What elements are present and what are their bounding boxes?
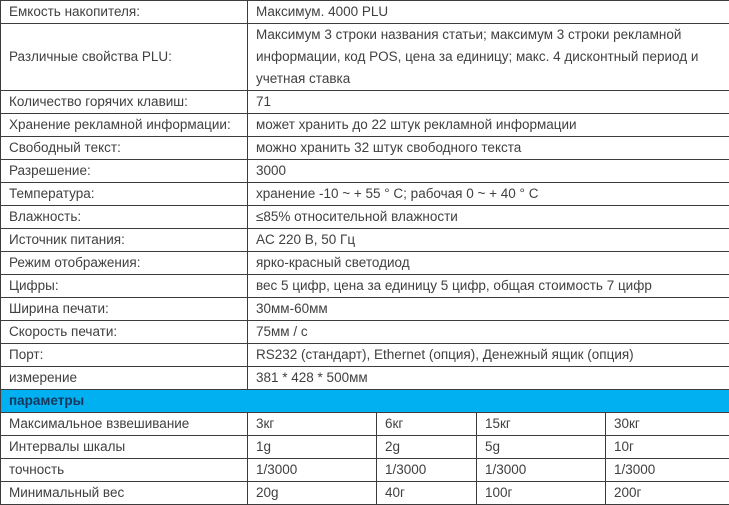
spec-label: Скорость печати:	[1, 321, 248, 344]
param-value: 200г	[606, 482, 729, 505]
param-value: 40г	[377, 482, 477, 505]
spec-value: можно хранить 32 штук свободного текста	[248, 137, 729, 160]
spec-label: Источник питания:	[1, 229, 248, 252]
spec-value: AC 220 В, 50 Гц	[248, 229, 729, 252]
spec-label: Влажность:	[1, 206, 248, 229]
param-value: 1g	[248, 436, 377, 459]
table-row	[1, 367, 729, 390]
spec-value: 71	[248, 91, 729, 114]
spec-label: Ширина печати:	[1, 298, 248, 321]
table-row	[1, 160, 729, 183]
param-value: 1/3000	[477, 459, 606, 482]
table-row	[1, 206, 729, 229]
spec-value: ярко-красный светодиод	[248, 252, 729, 275]
table-row	[1, 459, 729, 482]
param-value: 5g	[477, 436, 606, 459]
table-row	[1, 482, 729, 505]
table-row	[1, 137, 729, 160]
table-row	[1, 413, 729, 436]
spec-value: 30мм-60мм	[248, 298, 729, 321]
table-row	[1, 91, 729, 114]
spec-label: Порт:	[1, 344, 248, 367]
spec-value: 3000	[248, 160, 729, 183]
param-value: 30кг	[606, 413, 729, 436]
param-value: 1/3000	[377, 459, 477, 482]
spec-label: Режим отображения:	[1, 252, 248, 275]
param-value: 1/3000	[248, 459, 377, 482]
spec-label: Свободный текст:	[1, 137, 248, 160]
param-label: Минимальный вес	[1, 482, 248, 505]
spec-label: измерение	[1, 367, 248, 390]
section-header-parameters: параметры	[1, 390, 729, 413]
spec-value: хранение -10 ~ + 55 ° C; рабочая 0 ~ + 40 ° C	[248, 183, 729, 206]
param-value: 3кг	[248, 413, 377, 436]
table-row	[1, 344, 729, 367]
table-row	[1, 275, 729, 298]
table-row	[1, 436, 729, 459]
spec-label: Хранение рекламной информации:	[1, 114, 248, 137]
spec-value: 75мм / с	[248, 321, 729, 344]
param-label: точность	[1, 459, 248, 482]
param-value: 100г	[477, 482, 606, 505]
table-row	[1, 321, 729, 344]
spec-value: 381 * 428 * 500мм	[248, 367, 729, 390]
section-header-row	[1, 390, 729, 413]
param-value: 6кг	[377, 413, 477, 436]
param-value: 15кг	[477, 413, 606, 436]
table-row	[1, 1, 729, 24]
param-value: 2g	[377, 436, 477, 459]
param-value: 20g	[248, 482, 377, 505]
spec-value: может хранить до 22 штук рекламной информации	[248, 114, 729, 137]
spec-label: Количество горячих клавиш:	[1, 91, 248, 114]
spec-value: Максимум 3 строки названия статьи; максимум 3 строки рекламной информации, код POS, цена за единицу; макс. 4 дисконтный период и учетная ставка	[248, 24, 729, 91]
spec-value: Максимум. 4000 PLU	[248, 1, 729, 24]
param-label: Максимальное взвешивание	[1, 413, 248, 436]
table-row	[1, 183, 729, 206]
param-value: 1/3000	[606, 459, 729, 482]
table-row	[1, 298, 729, 321]
spec-value: вес 5 цифр, цена за единицу 5 цифр, общая стоимость 7 цифр	[248, 275, 729, 298]
spec-label: Цифры:	[1, 275, 248, 298]
spec-value: ≤85% относительной влажности	[248, 206, 729, 229]
table-row	[1, 229, 729, 252]
table-row	[1, 114, 729, 137]
spec-value: RS232 (стандарт), Ethernet (опция), Денежный ящик (опция)	[248, 344, 729, 367]
spec-label: Различные свойства PLU:	[1, 24, 248, 91]
table-row	[1, 252, 729, 275]
param-value: 10г	[606, 436, 729, 459]
table-row	[1, 24, 729, 91]
spec-label: Разрешение:	[1, 160, 248, 183]
spec-label: Емкость накопителя:	[1, 1, 248, 24]
spec-label: Температура:	[1, 183, 248, 206]
param-label: Интервалы шкалы	[1, 436, 248, 459]
